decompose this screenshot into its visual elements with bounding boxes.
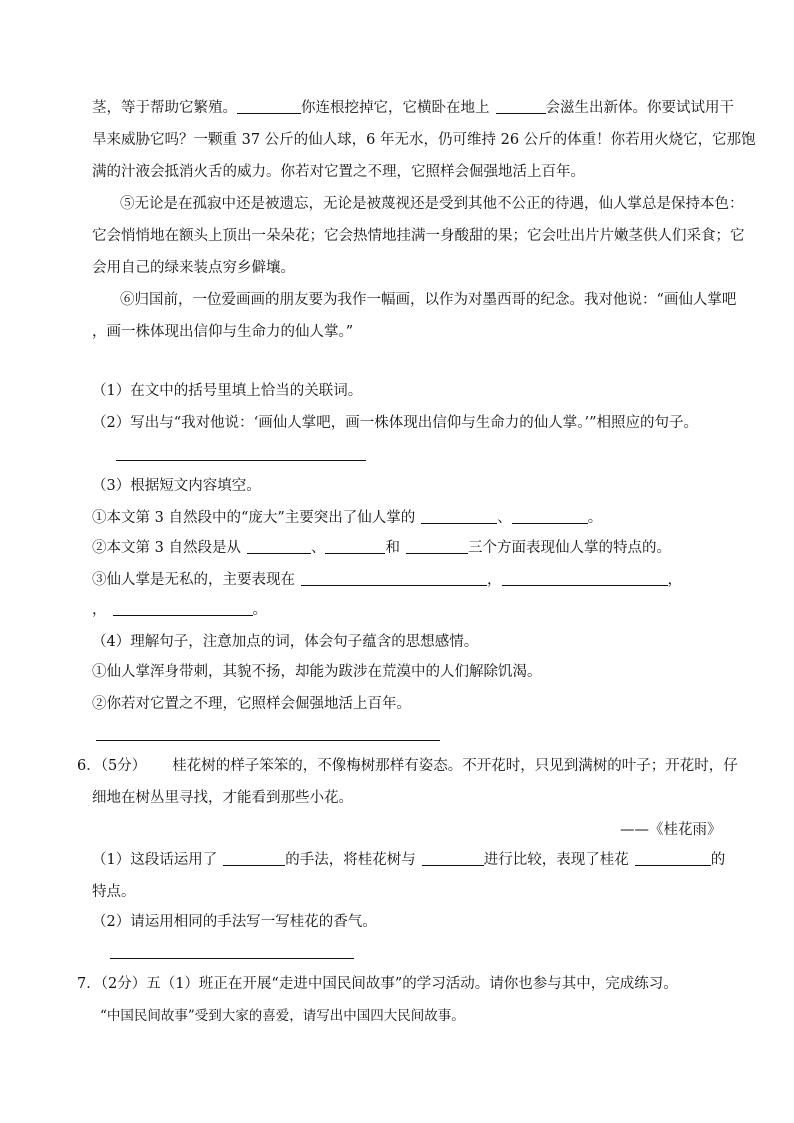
question-5-3-3-cont: [92, 600, 267, 620]
question-score: （5分）: [100, 758, 147, 774]
question-text: （4）理解句子，注意加点的词，体会句子蕴含的思想感情。: [92, 634, 479, 650]
passage-text: 旱来威胁它吗？一颗重 37 公斤的仙人球，6 年无水，仍可维持 26 公斤的体重！你若用火烧它，它那饱: [92, 132, 756, 148]
question-5-4-2: [92, 694, 411, 714]
question-text: 特点。: [92, 884, 136, 900]
question-5-3-2: [92, 538, 671, 558]
passage-line-3: [92, 162, 585, 182]
question-text: “中国民间故事”受到大家的喜爱，请写出中国四大民间故事。: [100, 1008, 465, 1024]
passage-text: 会用自己的绿来装点穷乡僻壤。: [92, 260, 295, 276]
question-text: （2）写出与“我对他说：‘画仙人掌吧，画一株体现出信仰与生命力的仙人掌。’”相照应的句子。: [92, 415, 699, 431]
answer-blank[interactable]: [113, 600, 253, 616]
question-text: （2分）五（1）班正在开展“走进中国民间故事”的学习活动。请你也参与其中，完成练习。: [100, 976, 678, 992]
answer-blank[interactable]: [502, 570, 668, 586]
answer-blank[interactable]: [635, 850, 711, 866]
question-6-2: [92, 912, 377, 932]
answer-blank[interactable]: [422, 850, 484, 866]
question-text: 、: [497, 510, 512, 526]
answer-line[interactable]: [96, 740, 440, 741]
question-text: ②你若对它置之不理，它照样会倔强地活上百年。: [92, 696, 411, 712]
question-text: ②本文第 3 自然段是从: [92, 540, 241, 556]
passage-text: 会滋生出新体。你要试试用干: [545, 100, 734, 116]
question-text: 细地在树丛里寻找，才能看到那些小花。: [92, 790, 353, 806]
question-text: ①仙人掌浑身带刺，其貌不扬，却能为跋涉在荒漠中的人们解除饥渴。: [92, 664, 542, 680]
question-text: ，: [487, 572, 502, 588]
question-text: 、: [310, 540, 326, 556]
answer-line[interactable]: [110, 958, 354, 959]
question-text: 的手法，将桂花树与: [285, 852, 416, 868]
answer-line[interactable]: [116, 460, 366, 461]
question-6-stem: [77, 756, 738, 776]
question-6-1: [92, 850, 725, 870]
question-text: 。: [252, 602, 267, 618]
question-6-1-cont: [92, 882, 136, 902]
question-text: （3）根据短文内容填空。: [92, 478, 261, 494]
question-5-4: [92, 632, 478, 652]
question-text: ①本文第 3 自然段中的“庞大”主要突出了仙人掌的: [92, 510, 416, 526]
question-5-4-1: [92, 662, 542, 682]
question-text: ③仙人掌是无私的，主要表现在: [92, 572, 295, 588]
answer-blank[interactable]: [512, 508, 588, 524]
question-6-source: [620, 820, 722, 840]
passage-paragraph-6-line-1: [120, 290, 736, 310]
passage-paragraph-5-line-3: [92, 258, 295, 278]
source-citation: ——《桂花雨》: [620, 822, 722, 838]
answer-blank[interactable]: [247, 538, 311, 554]
question-text: 桂花树的样子笨笨的，不像梅树那样有姿态。不开花时，只见到满树的叶子；开花时，仔: [172, 758, 738, 774]
passage-text: 你连根挖掉它，它横卧在地上: [301, 100, 490, 116]
question-5-3-1: [92, 508, 602, 528]
question-text: 进行比较，表现了桂花: [483, 852, 629, 868]
answer-blank[interactable]: [223, 850, 285, 866]
question-5-3-3: [92, 570, 682, 590]
passage-text: ⑥归国前，一位爱画画的朋友要为我作一幅画，以作为对墨西哥的纪念。我对他说：“画仙人掌吧: [120, 292, 737, 308]
passage-line-1: [92, 98, 734, 118]
question-text: 三个方面表现仙人掌的特点的。: [467, 540, 671, 556]
answer-blank[interactable]: [237, 98, 301, 114]
question-5-1: [92, 381, 362, 401]
question-text: ，: [92, 602, 107, 618]
question-text: （1）在文中的括号里填上恰当的关联词。: [92, 383, 363, 399]
question-text: ，: [667, 572, 682, 588]
answer-blank[interactable]: [406, 538, 468, 554]
passage-text: ⑤无论是在孤寂中还是被遗忘，无论是被蔑视还是受到其他不公正的待遇，仙人掌总是保持本色：: [120, 196, 744, 212]
question-7-stem: [77, 974, 678, 994]
question-6-stem-cont: [92, 788, 353, 808]
passage-text: 它会悄悄地在额头上顶出一朵朵花；它会热情地挂满一身酸甜的果；它会吐出片片嫩茎供人们采食；它: [92, 228, 745, 244]
question-7-sub: [100, 1006, 465, 1026]
answer-blank[interactable]: [496, 98, 546, 114]
passage-text: 茎，等于帮助它繁殖。: [92, 100, 237, 116]
question-text: 的: [710, 852, 726, 868]
answer-blank[interactable]: [325, 538, 385, 554]
question-number: 6．: [77, 758, 101, 774]
question-text: 和: [385, 540, 400, 556]
passage-text: 满的汁液会抵消火舌的威力。你若对它置之不理，它照样会倔强地活上百年。: [92, 164, 585, 180]
passage-text: ，画一株体现出信仰与生命力的仙人掌。”: [92, 324, 354, 340]
passage-paragraph-5-line-1: [120, 194, 744, 214]
question-text: （1）这段话运用了: [92, 852, 218, 868]
question-5-3: [92, 476, 261, 496]
passage-line-2: [92, 130, 756, 150]
question-text: （2）请运用相同的手法写一写桂花的香气。: [92, 914, 377, 930]
question-number: 7．: [77, 976, 101, 992]
passage-paragraph-5-line-2: [92, 226, 745, 246]
question-5-2: [92, 413, 698, 433]
passage-paragraph-6-line-2: [92, 322, 353, 342]
answer-blank[interactable]: [421, 508, 497, 524]
question-text: 。: [587, 510, 603, 526]
answer-blank[interactable]: [301, 570, 487, 586]
